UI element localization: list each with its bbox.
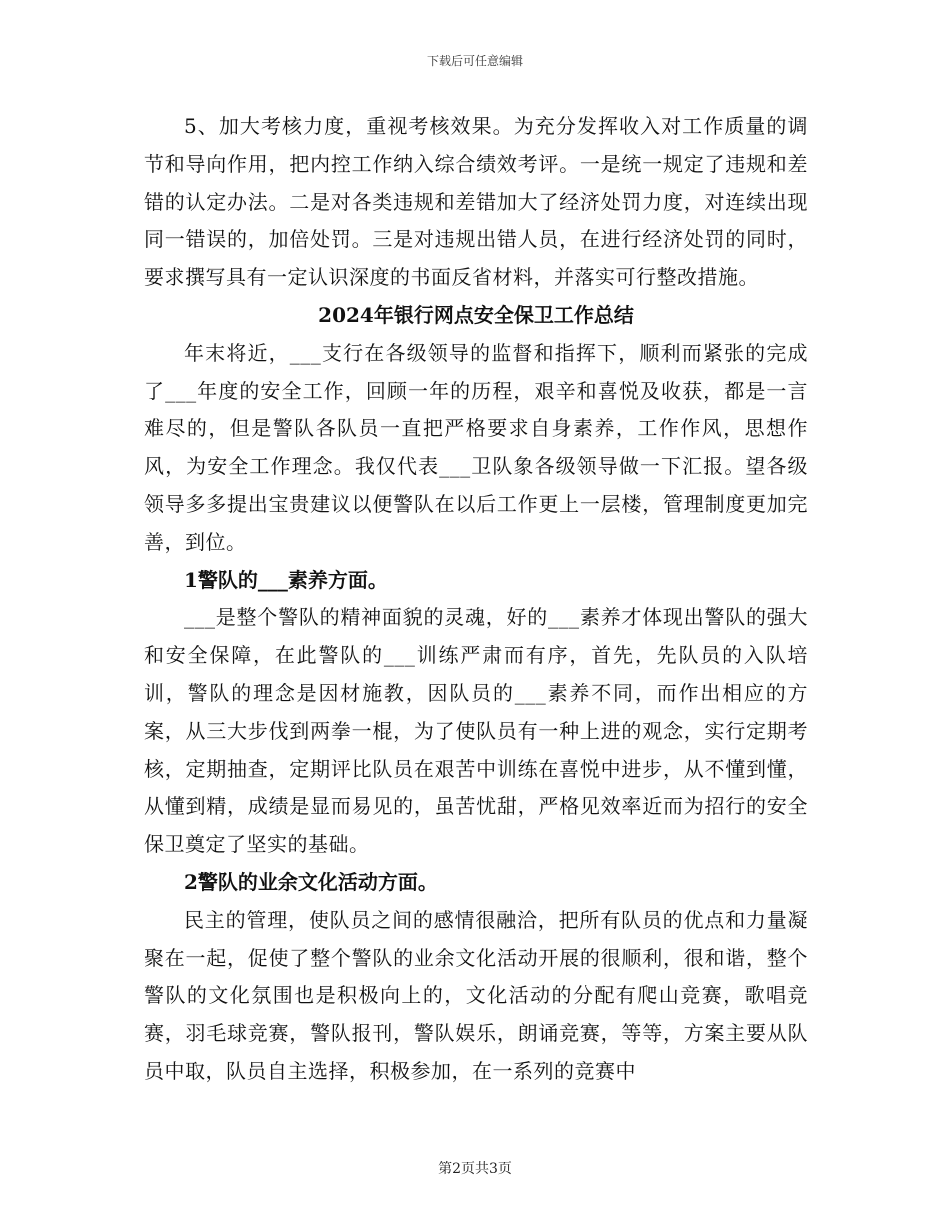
document-title: 2024年银行网点安全保卫工作总结: [318, 302, 634, 327]
paragraph-intro: 年末将近，___支行在各级领导的监督和指挥下，顺利而紧张的完成了___年度的安全工作，回顾一年的历程，艰辛和喜悦及收获，都是一言难尽的，但是警队各队员一直把严格要求自身素养，工作作风，思想作风，为安全工作理念。我仅代表___卫队象各级领导做一下汇报。望各级领导多多提出宝贵建议以便警队在以后工作更上一层楼，管理制度更加完善，到位。: [144, 340, 808, 554]
paragraph-section-2: 民主的管理，使队员之间的感情很融洽，把所有队员的优点和力量凝聚在一起，促使了整个警队的业余文化活动开展的很顺利，很和谐，整个警队的文化氛围也是积极向上的，文化活动的分配有爬山竞赛，歌唱竞赛，羽毛球竞赛，警队报刊，警队娱乐，朗诵竞赛，等等，方案主要从队员中取，队员自主选择，积极参加，在一系列的竞赛中: [144, 907, 808, 1083]
header-note: 下载后可任意编辑: [426, 54, 523, 68]
paragraph-section-1: ___是整个警队的精神面貌的灵魂，好的___素养才体现出警队的强大和安全保障，在此警队的___训练严肃而有序，首先，先队员的入队培训，警队的理念是因材施教，因队员的___素养不同，而作出相应的方案，从三大步伐到两拳一棍，为了使队员有一种上进的观念，实行定期考核，定期抽查，定期评比队员在艰苦中训练在喜悦中进步，从不懂到懂，从懂到精，成绩是显而易见的，虽苦忧甜，严格见效率近而为招行的安全保卫奠定了坚实的基础。: [144, 605, 808, 857]
heading-section-1: 1警队的___素养方面。: [184, 567, 388, 592]
page-number: 第2页共3页: [438, 1161, 512, 1177]
heading-section-2: 2警队的业余文化活动方面。: [184, 869, 438, 894]
document-body: [144, 108, 808, 1091]
paragraph-assessment: 5、加大考核力度，重视考核效果。为充分发挥收入对工作质量的调节和导向作用，把内控工作纳入综合绩效考评。一是统一规定了违规和差错的认定办法。二是对各类违规和差错加大了经济处罚力度，对连续出现同一错误的，加倍处罚。三是对违规出错人员，在进行经济处罚的同时，要求撰写具有一定认识深度的书面反省材料，并落实可行整改措施。: [144, 114, 808, 290]
